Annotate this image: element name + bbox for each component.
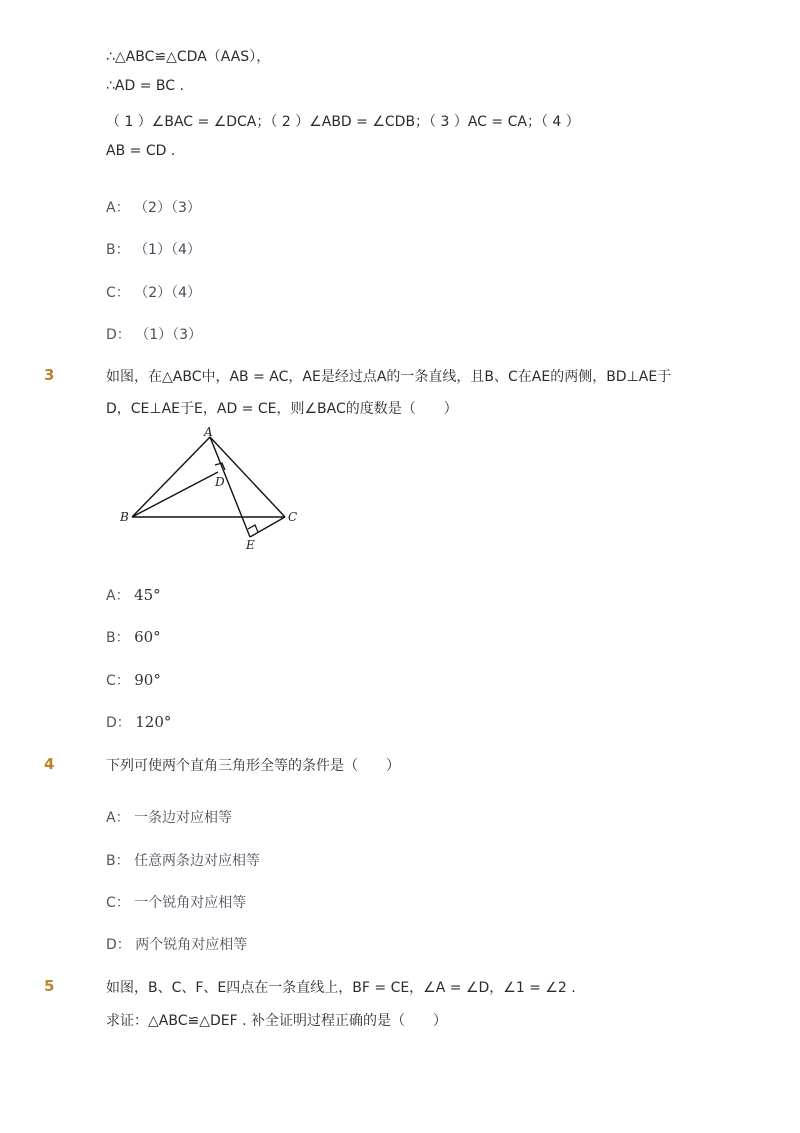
q4-option-c[interactable]: C： 一个锐角对应相等 bbox=[106, 895, 247, 911]
question-number-4: 4 bbox=[44, 755, 55, 773]
statement-line: （ 1 ）∠BAC = ∠DCA；（ 2 ）∠ABD = ∠CDB；（ 3 ）AC = CA；（ 4 ） bbox=[106, 114, 580, 130]
q4-option-a[interactable]: A： 一条边对应相等 bbox=[106, 810, 233, 826]
point-label-c: C bbox=[288, 510, 298, 524]
segment-ab bbox=[132, 437, 210, 517]
q3-stem-line-1: 如图，在△ABC中，AB = AC，AE是经过点A的一条直线，且B、C在AE的两侧，BD⊥AE于 bbox=[106, 369, 672, 385]
q2-option-b[interactable]: B： （1）（4） bbox=[106, 242, 201, 258]
q3-triangle-figure bbox=[110, 425, 310, 560]
q3-option-c[interactable]: C： 90° bbox=[106, 671, 161, 689]
point-label-e: E bbox=[246, 538, 255, 552]
statement-line-continued: AB = CD . bbox=[106, 143, 176, 159]
question-number-3: 3 bbox=[44, 366, 55, 384]
q2-option-c[interactable]: C： （2）（4） bbox=[106, 285, 202, 301]
proof-line-2: ∴AD = BC . bbox=[106, 78, 184, 94]
q2-option-a[interactable]: A： （2）（3） bbox=[106, 200, 201, 216]
proof-line-1: ∴△ABC≌△CDA（AAS）， bbox=[106, 49, 271, 65]
q5-stem-line-1: 如图，B、C、F、E四点在一条直线上，BF = CE，∠A = ∠D，∠1 = ∠2 . bbox=[106, 980, 576, 996]
q2-option-d[interactable]: D： （1）（3） bbox=[106, 327, 203, 343]
point-label-a: A bbox=[204, 425, 213, 439]
segment-bd bbox=[132, 472, 218, 517]
point-label-d: D bbox=[215, 475, 225, 489]
q3-option-b[interactable]: B： 60° bbox=[106, 628, 161, 646]
question-number-5: 5 bbox=[44, 977, 55, 995]
q4-option-b[interactable]: B： 任意两条边对应相等 bbox=[106, 853, 261, 869]
right-angle-mark-e bbox=[248, 525, 258, 532]
q3-option-d[interactable]: D： 120° bbox=[106, 713, 172, 731]
q3-option-a[interactable]: A： 45° bbox=[106, 586, 161, 604]
point-label-b: B bbox=[120, 510, 129, 524]
q4-option-d[interactable]: D： 两个锐角对应相等 bbox=[106, 937, 248, 953]
q4-stem: 下列可使两个直角三角形全等的条件是（ ） bbox=[106, 758, 400, 774]
q3-stem-line-2: D，CE⊥AE于E，AD = CE，则∠BAC的度数是（ ） bbox=[106, 401, 458, 417]
q5-stem-line-2: 求证：△ABC≌△DEF . 补全证明过程正确的是（ ） bbox=[106, 1013, 448, 1029]
